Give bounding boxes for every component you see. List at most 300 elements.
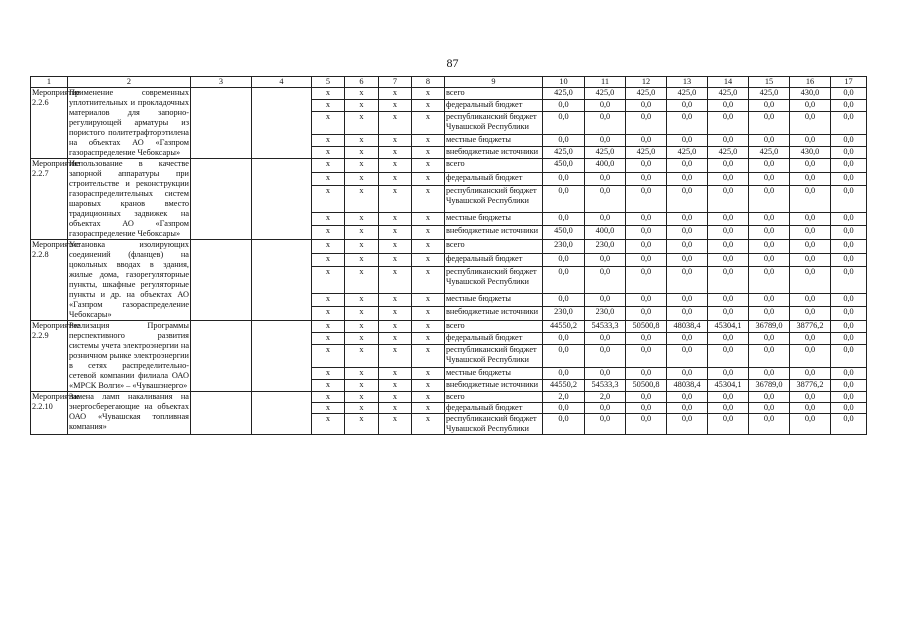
mark-cell: x [412,403,445,414]
value-cell: 230,0 [543,240,585,254]
value-cell: 0,0 [749,186,790,212]
mark-cell: x [379,134,412,146]
mark-cell: x [312,112,345,135]
value-cell: 0,0 [585,333,626,345]
value-cell: 0,0 [831,240,867,254]
value-cell: 0,0 [667,159,708,173]
value-cell: 0,0 [543,186,585,212]
column-number-cell: 7 [379,77,412,88]
funding-source-cell: федеральный бюджет [445,172,543,186]
value-cell: 2,0 [585,392,626,403]
value-cell: 0,0 [708,186,749,212]
value-cell: 48038,4 [667,321,708,333]
value-cell: 425,0 [708,88,749,100]
mark-cell: x [379,253,412,267]
value-cell: 0,0 [831,307,867,321]
value-cell: 2,0 [543,392,585,403]
value-cell: 0,0 [585,414,626,435]
activity-description-cell: Установка изолирующих соединений (фланцев) на цокольных вводах в здания, жилые дома, газорегуляторные пункты, шкафные регуляторные пункты и др. на объектах АО «Газпром газораспределение Чебоксары» [69,240,189,319]
funding-source-cell: местные бюджеты [445,212,543,226]
value-cell: 0,0 [667,392,708,403]
funding-source-cell: местные бюджеты [445,293,543,307]
value-cell: 50500,8 [626,321,667,333]
value-cell: 0,0 [543,345,585,368]
value-cell: 0,0 [790,172,831,186]
funding-source-cell: федеральный бюджет [445,333,543,345]
value-cell: 0,0 [749,159,790,173]
mark-cell: x [379,403,412,414]
empty-cell [191,392,252,435]
empty-cell [252,392,312,435]
mark-cell: x [379,186,412,212]
mark-cell: x [379,307,412,321]
value-cell: 425,0 [749,146,790,158]
value-cell: 0,0 [708,134,749,146]
value-cell: 0,0 [749,392,790,403]
value-cell: 425,0 [543,88,585,100]
mark-cell: x [345,333,379,345]
mark-cell: x [379,172,412,186]
value-cell: 0,0 [585,186,626,212]
value-cell: 0,0 [543,414,585,435]
mark-cell: x [312,100,345,112]
mark-cell: x [412,159,445,173]
value-cell: 0,0 [708,267,749,293]
value-cell: 425,0 [585,88,626,100]
mark-cell: x [412,88,445,100]
mark-cell: x [379,146,412,158]
mark-cell: x [379,392,412,403]
value-cell: 0,0 [708,212,749,226]
mark-cell: x [345,392,379,403]
value-cell: 0,0 [831,112,867,135]
mark-cell: x [379,379,412,391]
empty-cell [252,240,312,321]
value-cell: 0,0 [790,240,831,254]
value-cell: 0,0 [831,345,867,368]
value-cell: 0,0 [831,414,867,435]
mark-cell: x [412,379,445,391]
empty-cell [252,88,312,159]
activity-id-cell: Мероприятие 2.2.9 [31,321,68,392]
mark-cell: x [412,212,445,226]
mark-cell: x [412,414,445,435]
mark-cell: x [412,267,445,293]
column-number-cell: 17 [831,77,867,88]
value-cell: 0,0 [626,226,667,240]
activity-description-cell: Реализация Программы перспективного развития системы учета электроэнергии на розничном рынке электроэнергии в сетях распределительно-сетевой компании филиала ОАО «МРСК Волги» – «Чувашэнерго» [69,321,189,390]
funding-source-cell: внебюджетные источники [445,146,543,158]
value-cell: 0,0 [790,367,831,379]
mark-cell: x [312,226,345,240]
mark-cell: x [345,414,379,435]
value-cell: 0,0 [790,112,831,135]
value-cell: 0,0 [626,100,667,112]
value-cell: 0,0 [626,112,667,135]
value-cell: 0,0 [708,367,749,379]
funding-source-cell: федеральный бюджет [445,100,543,112]
value-cell: 0,0 [749,333,790,345]
value-cell: 0,0 [831,226,867,240]
value-cell: 0,0 [626,392,667,403]
empty-cell [191,240,252,321]
mark-cell: x [312,333,345,345]
mark-cell: x [312,134,345,146]
value-cell: 0,0 [749,112,790,135]
value-cell: 0,0 [667,293,708,307]
value-cell: 0,0 [708,100,749,112]
mark-cell: x [412,307,445,321]
value-cell: 425,0 [667,146,708,158]
value-cell: 0,0 [831,321,867,333]
value-cell: 0,0 [831,100,867,112]
value-cell: 45304,1 [708,321,749,333]
value-cell: 0,0 [749,212,790,226]
value-cell: 0,0 [585,367,626,379]
empty-cell [191,88,252,159]
value-cell: 0,0 [790,307,831,321]
mark-cell: x [379,226,412,240]
mark-cell: x [412,321,445,333]
column-number-cell: 15 [749,77,790,88]
value-cell: 0,0 [749,100,790,112]
mark-cell: x [345,293,379,307]
column-number-cell: 3 [191,77,252,88]
mark-cell: x [312,403,345,414]
value-cell: 0,0 [790,267,831,293]
mark-cell: x [312,212,345,226]
value-cell: 0,0 [831,212,867,226]
column-number-cell: 9 [445,77,543,88]
value-cell: 44550,2 [543,321,585,333]
value-cell: 0,0 [543,333,585,345]
funding-source-cell: местные бюджеты [445,367,543,379]
value-cell: 0,0 [667,333,708,345]
table-row [31,240,867,254]
value-cell: 0,0 [667,186,708,212]
value-cell: 430,0 [790,88,831,100]
activity-description-cell: Замена ламп накаливания на энергосберегающие на объектах ОАО «Чувашская топливная компания» [68,392,191,435]
value-cell: 0,0 [626,240,667,254]
value-cell: 0,0 [790,186,831,212]
value-cell: 0,0 [831,333,867,345]
value-cell: 0,0 [708,240,749,254]
mark-cell: x [379,321,412,333]
mark-cell: x [379,267,412,293]
mark-cell: x [312,267,345,293]
mark-cell: x [345,253,379,267]
value-cell: 0,0 [831,367,867,379]
value-cell: 0,0 [708,345,749,368]
value-cell: 0,0 [543,403,585,414]
value-cell: 0,0 [543,100,585,112]
value-cell: 0,0 [831,392,867,403]
mark-cell: x [345,186,379,212]
value-cell: 400,0 [585,226,626,240]
value-cell: 0,0 [667,345,708,368]
value-cell: 0,0 [543,212,585,226]
funding-source-cell: всего [445,88,543,100]
value-cell: 0,0 [543,267,585,293]
mark-cell: x [312,321,345,333]
table-row [31,392,867,403]
value-cell: 0,0 [667,172,708,186]
value-cell: 36789,0 [749,379,790,391]
value-cell: 0,0 [543,112,585,135]
value-cell: 0,0 [831,134,867,146]
mark-cell: x [312,379,345,391]
funding-source-cell: республиканский бюджет Чувашской Республики [445,267,543,293]
value-cell: 0,0 [585,267,626,293]
mark-cell: x [379,88,412,100]
value-cell: 0,0 [790,253,831,267]
mark-cell: x [345,307,379,321]
value-cell: 0,0 [626,367,667,379]
column-number-cell: 8 [412,77,445,88]
funding-source-cell: республиканский бюджет Чувашской Республики [445,186,543,212]
activity-id-cell: Мероприятие 2.2.10 [31,392,68,435]
value-cell: 230,0 [585,240,626,254]
table-row [31,321,867,333]
value-cell: 425,0 [708,146,749,158]
value-cell: 0,0 [667,240,708,254]
value-cell: 0,0 [667,307,708,321]
mark-cell: x [345,100,379,112]
value-cell: 0,0 [667,414,708,435]
value-cell: 0,0 [708,333,749,345]
mark-cell: x [312,146,345,158]
mark-cell: x [312,345,345,368]
value-cell: 0,0 [708,112,749,135]
value-cell: 425,0 [626,146,667,158]
value-cell: 0,0 [790,159,831,173]
table-row [31,159,867,173]
mark-cell: x [379,293,412,307]
mark-cell: x [379,345,412,368]
mark-cell: x [412,240,445,254]
value-cell: 0,0 [543,134,585,146]
value-cell: 0,0 [749,307,790,321]
value-cell: 0,0 [749,172,790,186]
mark-cell: x [379,100,412,112]
column-number-cell: 14 [708,77,749,88]
value-cell: 48038,4 [667,379,708,391]
value-cell: 0,0 [749,345,790,368]
value-cell: 0,0 [708,293,749,307]
value-cell: 230,0 [543,307,585,321]
mark-cell: x [379,212,412,226]
value-cell: 0,0 [749,267,790,293]
funding-source-cell: республиканский бюджет Чувашской Республики [445,345,543,368]
mark-cell: x [312,367,345,379]
value-cell: 0,0 [831,88,867,100]
value-cell: 0,0 [543,253,585,267]
value-cell: 400,0 [585,159,626,173]
value-cell: 0,0 [667,367,708,379]
funding-source-cell: всего [445,240,543,254]
table-row [31,88,867,100]
value-cell: 0,0 [585,345,626,368]
value-cell: 0,0 [790,100,831,112]
value-cell: 0,0 [831,146,867,158]
funding-source-cell: всего [445,159,543,173]
mark-cell: x [412,186,445,212]
value-cell: 0,0 [585,253,626,267]
value-cell: 0,0 [749,134,790,146]
value-cell: 0,0 [708,414,749,435]
value-cell: 0,0 [749,367,790,379]
value-cell: 0,0 [831,267,867,293]
value-cell: 0,0 [790,293,831,307]
value-cell: 0,0 [667,134,708,146]
mark-cell: x [412,100,445,112]
value-cell: 0,0 [708,172,749,186]
value-cell: 0,0 [667,267,708,293]
value-cell: 0,0 [831,159,867,173]
column-number-cell: 12 [626,77,667,88]
column-number-row [31,77,867,88]
column-number-cell: 6 [345,77,379,88]
funding-source-cell: федеральный бюджет [445,253,543,267]
column-number-cell: 4 [252,77,312,88]
mark-cell: x [312,159,345,173]
empty-cell [191,321,252,392]
value-cell: 0,0 [626,293,667,307]
mark-cell: x [312,392,345,403]
mark-cell: x [412,293,445,307]
value-cell: 0,0 [626,134,667,146]
mark-cell: x [345,134,379,146]
funding-source-cell: местные бюджеты [445,134,543,146]
value-cell: 54533,3 [585,379,626,391]
funding-source-cell: внебюджетные источники [445,379,543,391]
value-cell: 0,0 [667,112,708,135]
value-cell: 0,0 [831,379,867,391]
value-cell: 0,0 [749,293,790,307]
value-cell: 0,0 [790,403,831,414]
value-cell: 0,0 [831,403,867,414]
column-number-cell: 13 [667,77,708,88]
funding-source-cell: федеральный бюджет [445,403,543,414]
mark-cell: x [412,134,445,146]
mark-cell: x [312,186,345,212]
column-number-cell: 2 [68,77,191,88]
empty-cell [252,321,312,392]
value-cell: 0,0 [667,212,708,226]
value-cell: 0,0 [749,240,790,254]
mark-cell: x [345,267,379,293]
mark-cell: x [345,321,379,333]
value-cell: 0,0 [790,414,831,435]
mark-cell: x [379,159,412,173]
mark-cell: x [379,367,412,379]
value-cell: 0,0 [667,226,708,240]
mark-cell: x [345,403,379,414]
value-cell: 425,0 [543,146,585,158]
value-cell: 0,0 [626,159,667,173]
value-cell: 0,0 [543,172,585,186]
value-cell: 0,0 [708,159,749,173]
mark-cell: x [345,88,379,100]
mark-cell: x [345,112,379,135]
mark-cell: x [412,345,445,368]
value-cell: 0,0 [626,253,667,267]
value-cell: 0,0 [831,186,867,212]
activity-description-cell: Применение современных уплотнительных и прокладочных материалов для запорно-регулирующей арматуры из пористого политетрафторэтилена на объектах АО «Газпром газораспределение Чебоксары» [69,88,189,157]
value-cell: 425,0 [749,88,790,100]
value-cell: 430,0 [790,146,831,158]
value-cell: 0,0 [626,403,667,414]
mark-cell: x [345,345,379,368]
mark-cell: x [345,212,379,226]
value-cell: 0,0 [626,212,667,226]
mark-cell: x [312,293,345,307]
value-cell: 0,0 [749,403,790,414]
value-cell: 0,0 [708,253,749,267]
mark-cell: x [412,253,445,267]
value-cell: 0,0 [543,293,585,307]
value-cell: 0,0 [667,253,708,267]
value-cell: 0,0 [790,345,831,368]
mark-cell: x [379,112,412,135]
column-number-cell: 10 [543,77,585,88]
empty-cell [191,159,252,240]
mark-cell: x [312,88,345,100]
value-cell: 0,0 [585,100,626,112]
value-cell: 450,0 [543,159,585,173]
funding-source-cell: внебюджетные источники [445,226,543,240]
mark-cell: x [312,307,345,321]
value-cell: 230,0 [585,307,626,321]
value-cell: 0,0 [626,186,667,212]
funding-source-cell: республиканский бюджет Чувашской Республики [445,414,543,435]
mark-cell: x [312,240,345,254]
mark-cell: x [412,333,445,345]
mark-cell: x [412,226,445,240]
column-number-cell: 16 [790,77,831,88]
value-cell: 0,0 [585,134,626,146]
value-cell: 44550,2 [543,379,585,391]
mark-cell: x [312,414,345,435]
value-cell: 0,0 [626,414,667,435]
mark-cell: x [345,240,379,254]
value-cell: 0,0 [585,212,626,226]
mark-cell: x [345,159,379,173]
mark-cell: x [379,333,412,345]
value-cell: 0,0 [626,333,667,345]
value-cell: 425,0 [585,146,626,158]
column-number-cell: 5 [312,77,345,88]
mark-cell: x [379,414,412,435]
value-cell: 0,0 [585,293,626,307]
funding-source-cell: всего [445,392,543,403]
activity-id-cell: Мероприятие 2.2.8 [31,240,68,321]
funding-source-cell: внебюджетные источники [445,307,543,321]
value-cell: 0,0 [626,307,667,321]
value-cell: 0,0 [749,414,790,435]
funding-source-cell: республиканский бюджет Чувашской Республики [445,112,543,135]
value-cell: 45304,1 [708,379,749,391]
value-cell: 0,0 [749,226,790,240]
value-cell: 0,0 [831,253,867,267]
mark-cell: x [412,367,445,379]
value-cell: 0,0 [543,367,585,379]
value-cell: 36789,0 [749,321,790,333]
mark-cell: x [345,367,379,379]
funding-source-cell: всего [445,321,543,333]
value-cell: 0,0 [790,134,831,146]
value-cell: 0,0 [585,403,626,414]
